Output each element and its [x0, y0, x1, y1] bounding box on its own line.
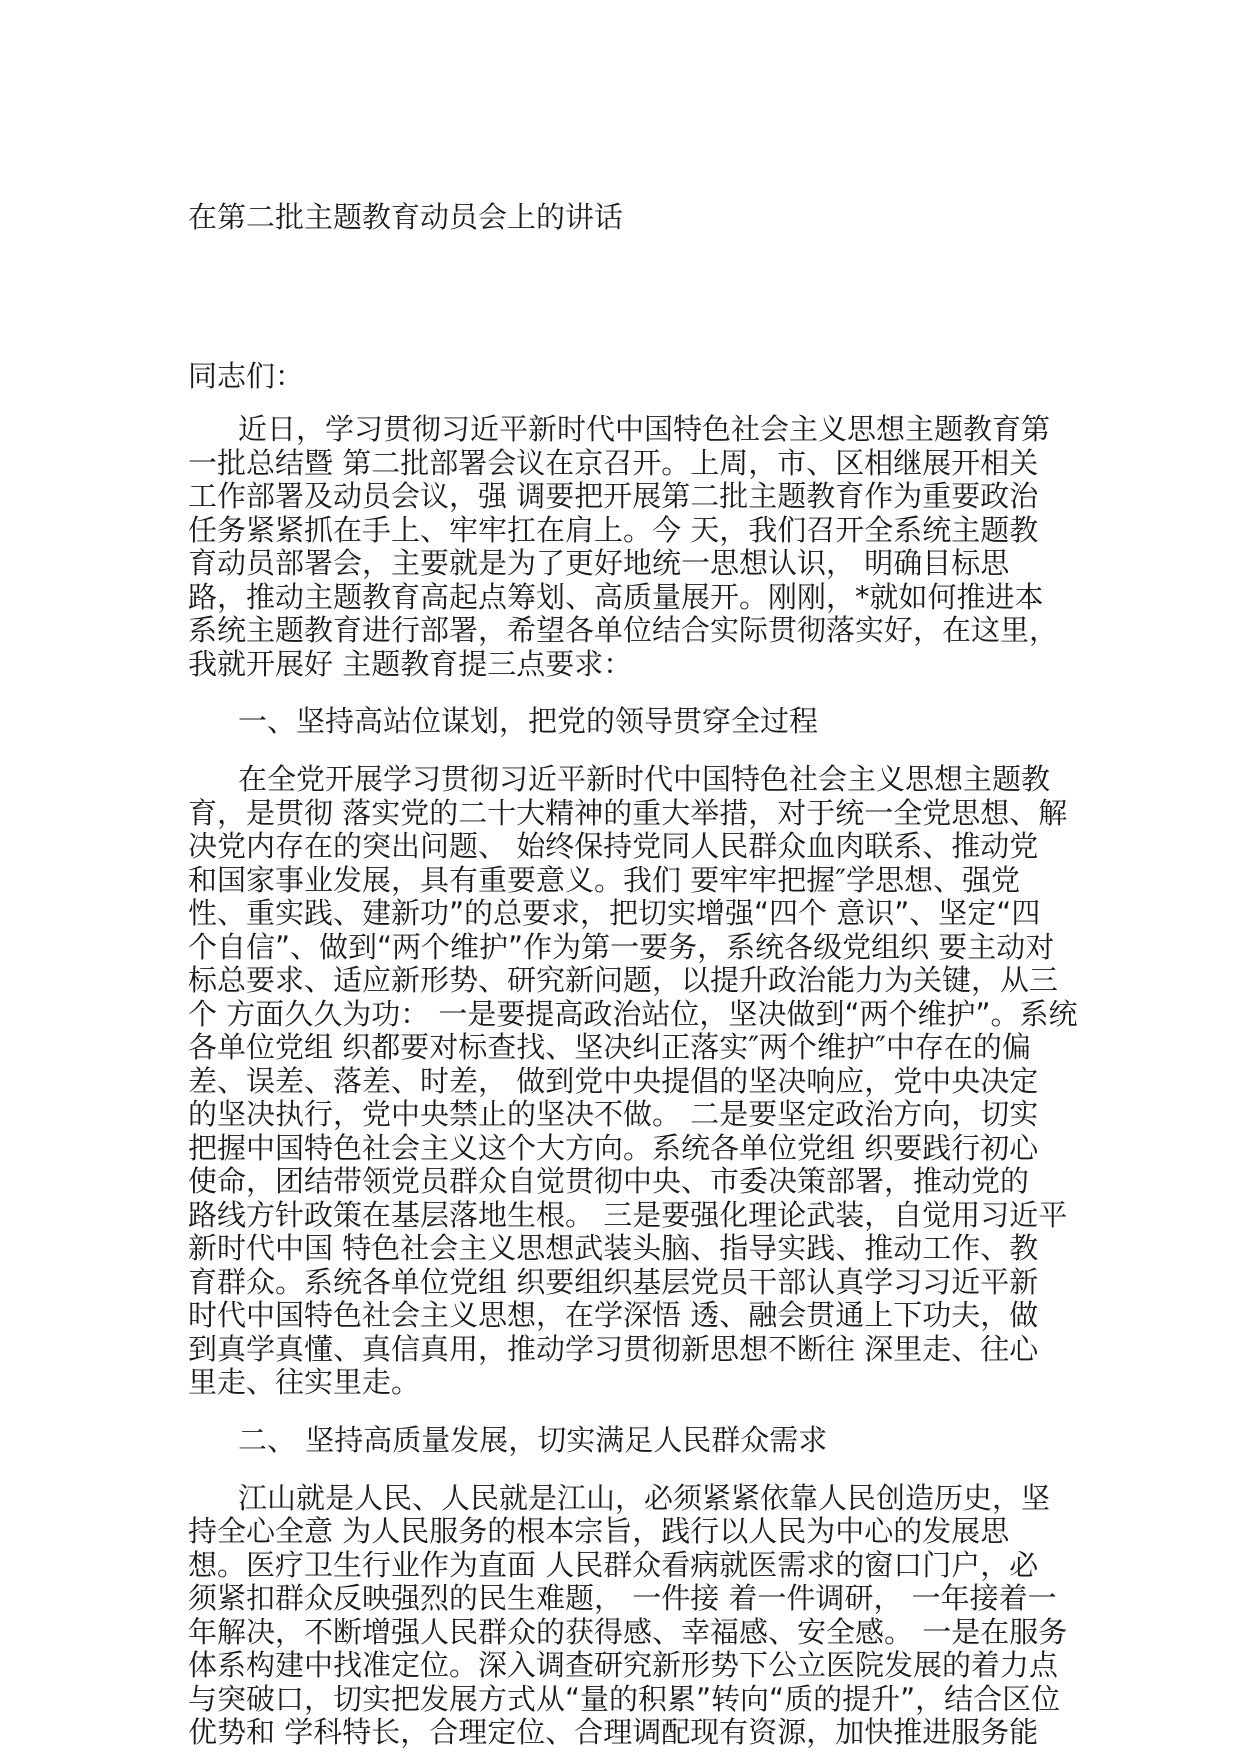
text-line: 各单位党组 织都要对标查找、坚决纠正落实″两个维护″中存在的偏 [188, 1030, 1031, 1064]
text-line: 一批总结暨 第二批部署会议在京召开。上周，市、区相继展开相关 [188, 445, 1039, 480]
text-line: 新时代中国 特色社会主义思想武装头脑、指导实践、推动工作、教 [188, 1231, 1039, 1265]
text-line: 育动员部署会，主要就是为了更好地统一思想认识， 明确目标思 [188, 546, 1010, 580]
text-line: 的坚决执行，党中央禁止的坚决不做。 二是要坚定政治方向，切实 [188, 1097, 1039, 1131]
text-line: 路线方针政策在基层落地生根。 三是要强化理论武装，自觉用习近平 [188, 1197, 1068, 1232]
intro-paragraph [188, 413, 1063, 681]
section-1-paragraph [188, 762, 1078, 1400]
text-line: 决党内存在的突出问题、 始终保持党同人民群众血肉联系、推动党 [188, 829, 1039, 863]
salutation: 同志们： [188, 359, 305, 393]
text-line: 我就开展好 主题教育提三点要求： [188, 646, 633, 681]
text-line: 与突破口，切实把发展方式从“量的积累”转向“质的提升”，结合区位 [188, 1681, 1061, 1716]
text-line: 到真学真懂、真信真用，推动学习贯彻新思想不断往 深里走、往心 [188, 1331, 1039, 1366]
text-line: 和国家事业发展，具有重要意义。我们 要牢牢把握″学思想、强党 [188, 862, 1021, 897]
text-line: 系统主题教育进行部署，希望各单位结合实际贯彻落实好，在这里， [188, 613, 1059, 647]
text-line: 须紧扣群众反映强烈的民生难题， 一件接 着一件调研， 一年接着一 [188, 1581, 1057, 1615]
section-2-paragraph [188, 1480, 1068, 1750]
text-line: 把握中国特色社会主义这个大方向。系统各单位党组 织要践行初心 [188, 1130, 1039, 1165]
document-body [188, 412, 1078, 1750]
document-title: 在第二批主题教育动员会上的讲话 [188, 200, 624, 234]
text-line: 标总要求、适应新形势、研究新问题，以提升政治能力为关键，从三 [188, 963, 1059, 997]
text-line: 任务紧紧抓在手上、牢牢扛在肩上。今 天，我们召开全系统主题教 [188, 512, 1039, 547]
text-line: 个 方面久久为功： 一是要提高政治站位，坚决做到“两个维护”。系统 [188, 996, 1078, 1031]
text-line: 里走、往实里走。 [188, 1365, 421, 1399]
text-line: 体系构建中找准定位。深入调查研究新形势下公立医院发展的着力点 [188, 1648, 1059, 1682]
text-line: 优势和 学科特长，合理定位、合理调配现有资源，加快推进服务能 [188, 1715, 1039, 1749]
text-line: 育群众。系统各单位党组 织要组织基层党员干部认真学习习近平新 [188, 1264, 1039, 1299]
text-line: 想。医疗卫生行业作为直面 人民群众看病就医需求的窗口门户，必 [188, 1547, 1039, 1582]
text-line: 在全党开展学习贯彻习近平新时代中国特色社会主义思想主题教 [238, 762, 1051, 796]
text-line: 近日，学习贯彻习近平新时代中国特色社会主义思想主题教育第 [238, 412, 1051, 446]
text-line: 工作部署及动员会议，强 调要把开展第二批主题教育作为重要政治 [188, 479, 1039, 513]
text-line: 育，是贯彻 落实党的二十大精神的重大举措，对于统一全党思想、解 [188, 795, 1068, 830]
text-line: 性、重实践、建新功”的总要求，把切实增强“四个 意识”、坚定“四 [188, 896, 1041, 930]
text-line: 路，推动主题教育高起点筹划、高质量展开。刚刚，*就如何推进本 [188, 579, 1044, 614]
text-line: 持全心全意 为人民服务的根本宗旨，践行以人民为中心的发展思 [188, 1514, 1010, 1548]
text-line: 差、误差、落差、时差， 做到党中央提倡的坚决响应，党中央决定 [188, 1063, 1039, 1098]
text-line: 时代中国特色社会主义思想，在学深悟 透、融会贯通上下功夫，做 [188, 1298, 1039, 1332]
section-2-heading [188, 1420, 1063, 1460]
heading-text: 一、坚持高站位谋划，把党的领导贯穿全过程 [238, 704, 819, 738]
text-line: 年解决，不断增强人民群众的获得感、幸福感、安全感。 一是在服务 [188, 1614, 1068, 1649]
heading-text: 二、 坚持高质量发展，切实满足人民群众需求 [238, 1422, 828, 1457]
section-1-heading [188, 701, 1063, 741]
text-line: 使命，团结带领党员群众自觉贯彻中央、市委决策部署，推动党的 [188, 1164, 1030, 1198]
text-line: 个自信”、做到“两个维护”作为第一要务，系统各级党组织 要主动对 [188, 929, 1055, 964]
text-line: 江山就是人民、人民就是江山，必须紧紧依靠人民创造历史，坚 [238, 1480, 1051, 1515]
